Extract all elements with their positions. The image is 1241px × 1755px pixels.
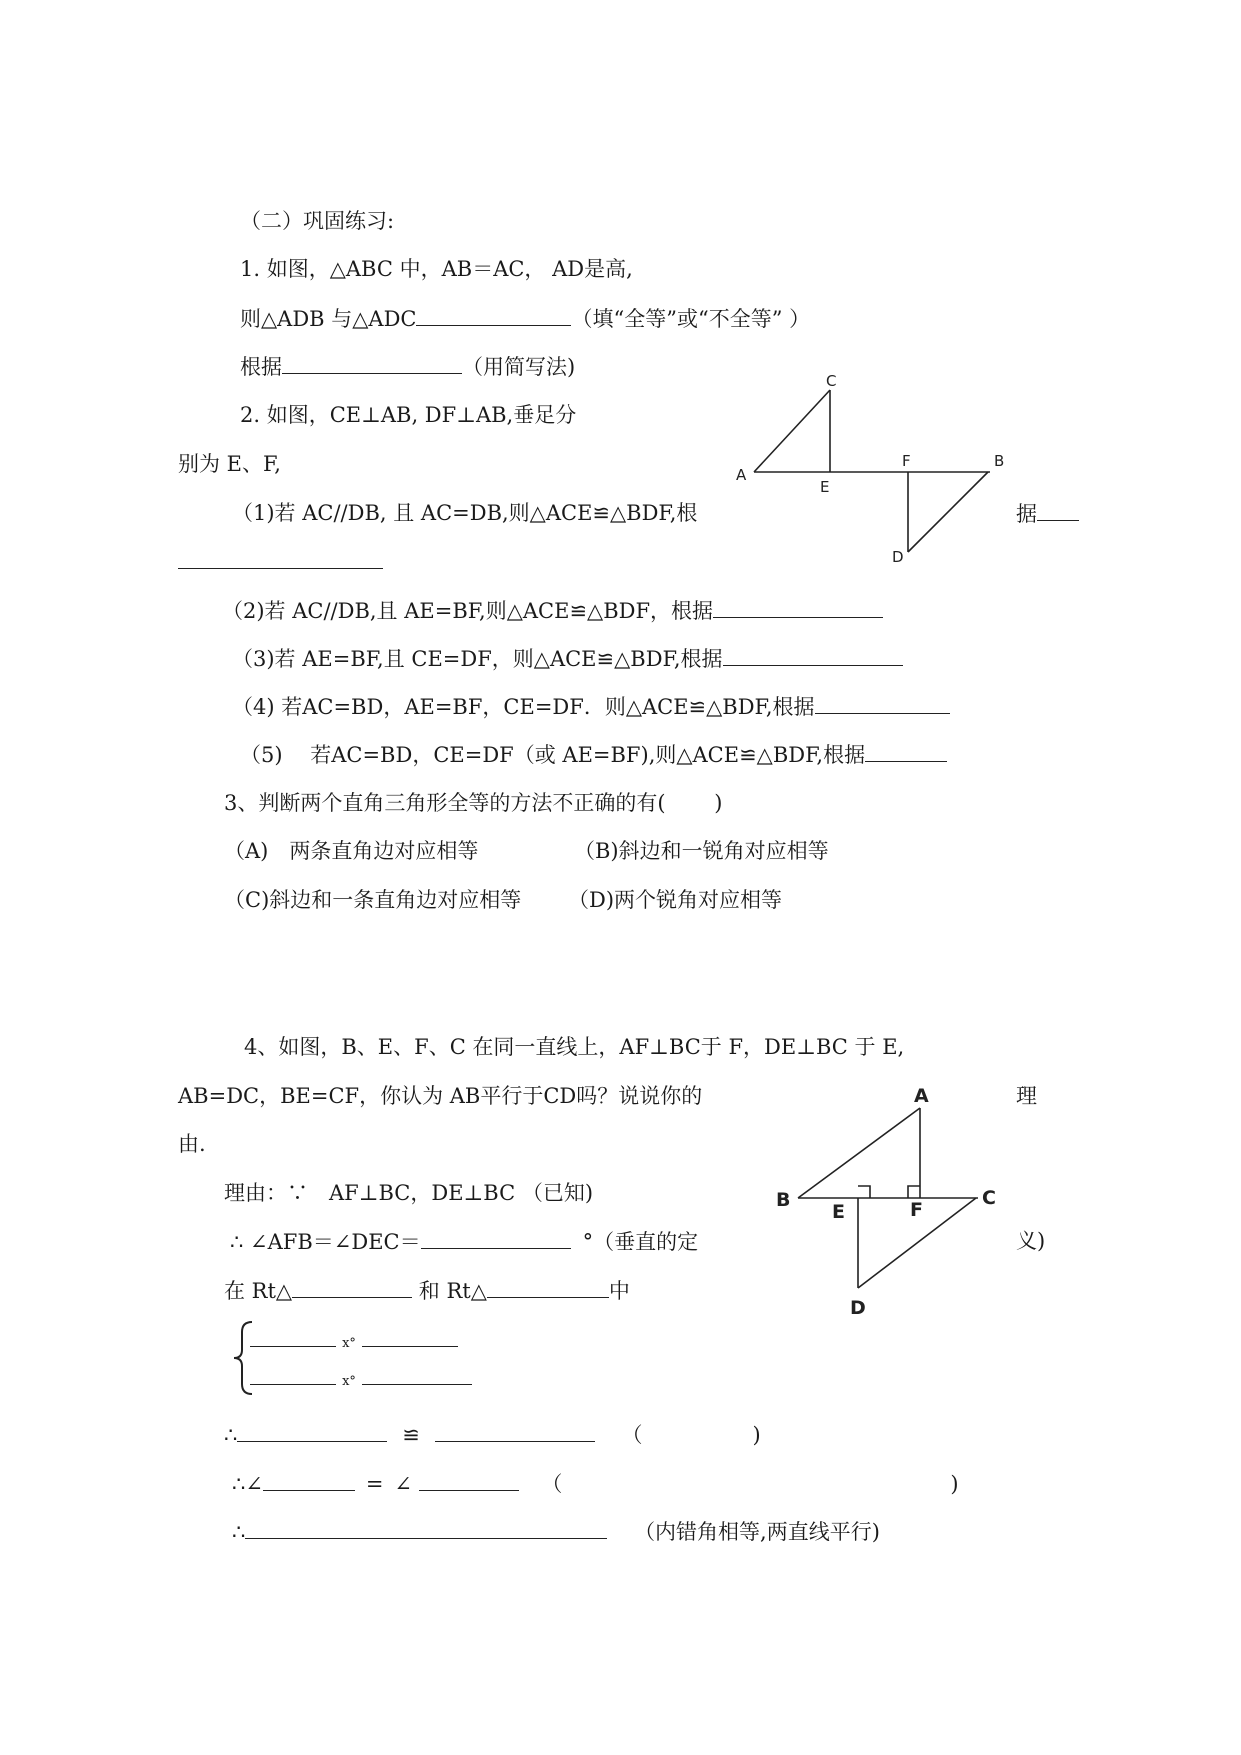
q2-label-d: D [892, 548, 904, 566]
q4-brace-blank-1b[interactable] [362, 1326, 458, 1347]
q2-part4-text: （4) 若AC=BD，AE=BF，CE=DF．则△ACE≌△BDF,根据 [232, 695, 815, 719]
q2-label-f: F [902, 452, 911, 470]
q2-part1-blank-b[interactable] [178, 548, 383, 569]
q1-line2-hint: （填“全等”或“不全等” ） [571, 307, 811, 331]
q4-line2-end: 理 [1016, 1084, 1037, 1108]
placeholder-mark-icon: ⅹ° [342, 1336, 356, 1351]
q4-step2-text-b: 和 Rt△ [418, 1279, 487, 1303]
q2-part1-end [1016, 500, 1079, 527]
q4-step4-paren-open: （ [541, 1472, 563, 1496]
q4-step1 [230, 1228, 698, 1255]
q3-option-b[interactable]: （B)斜边和一锐角对应相等 [574, 839, 829, 863]
q2-part3-text: （3)若 AE=BF,且 CE=DF，则△ACE≌△BDF,根据 [232, 647, 723, 671]
q4-step5 [232, 1518, 880, 1545]
q4-label-a: A [914, 1088, 929, 1107]
q4-step2-text-c: 中 [608, 1279, 630, 1303]
q4-right-angle-f [908, 1186, 920, 1198]
section-title: （二）巩固练习: [240, 209, 395, 233]
q3-stem: 3、判断两个直角三角形全等的方法不正确的有( ) [224, 791, 723, 815]
q2-line2: 别为 E、F, [178, 452, 281, 476]
q2-part2-blank[interactable] [713, 597, 883, 618]
therefore-symbol: ∴ [232, 1520, 246, 1544]
q4-step5-reason: （内错角相等,两直线平行) [634, 1520, 880, 1544]
q4-step4-blank-2[interactable] [419, 1470, 519, 1491]
q4-step4-paren-close: ) [950, 1472, 959, 1496]
q4-brace-row-2 [250, 1364, 472, 1395]
q1-line1: 1. 如图，△ABC 中，AB＝AC， AD是高, [240, 257, 633, 281]
q4-line2: AB=DC，BE=CF，你认为 AB平行于CD吗？说说你的 [178, 1084, 703, 1108]
q2-part1-line2 [178, 548, 383, 575]
q4-step3-paren-open: （ [621, 1423, 643, 1447]
q2-part1: （1)若 AC//DB, 且 AC=DB,则△ACE≌△BDF,根 [232, 501, 698, 525]
q2-part4 [232, 693, 950, 720]
q4-label-f: F [910, 1199, 923, 1221]
q2-part3-blank[interactable] [723, 645, 903, 666]
therefore-symbol: ∴ [232, 1472, 246, 1496]
q1-line2-text: 则△ADB 与△ADC [240, 307, 417, 331]
q4-step1-reason: °（垂直的定 [582, 1230, 699, 1254]
q4-step1-end: 义) [1016, 1229, 1046, 1253]
q4-label-e: E [832, 1201, 845, 1223]
angle-symbol: ∠ [394, 1472, 412, 1496]
q2-segment-db [908, 472, 988, 552]
q2-part5-text: （5) 若AC=BD，CE=DF（或 AE=BF),则△ACE≌△BDF,根据 [240, 743, 866, 767]
q4-step4-blank-1[interactable] [263, 1470, 355, 1491]
q2-segment-ac [754, 390, 830, 472]
angle-symbol: ∠ [245, 1472, 263, 1496]
q2-label-b: B [994, 452, 1005, 470]
q1-line3 [240, 353, 575, 380]
q4-step3-paren-close: ) [752, 1423, 761, 1447]
q3-option-d[interactable]: （D)两个锐角对应相等 [568, 888, 783, 912]
q4-step2-blank-2[interactable] [487, 1277, 609, 1298]
q4-step3 [224, 1421, 761, 1448]
q4-step5-blank[interactable] [245, 1518, 607, 1539]
q4-step3-blank-1[interactable] [237, 1421, 387, 1442]
q1-line2 [240, 305, 810, 332]
q2-part2 [222, 597, 883, 624]
q4-step1-text: ∴ ∠AFB＝∠DEC＝ [230, 1230, 421, 1254]
q2-part1-blank-a[interactable] [1037, 500, 1079, 521]
q2-label-a: A [736, 466, 747, 484]
q4-figure [770, 1088, 1010, 1328]
q4-brace-blank-1a[interactable] [250, 1326, 336, 1347]
q4-step1-blank[interactable] [421, 1228, 571, 1249]
q4-step2 [224, 1277, 630, 1304]
q4-step2-blank-1[interactable] [292, 1277, 412, 1298]
q4-brace-row-1 [250, 1326, 458, 1357]
q4-line1: 4、如图，B、E、F、C 在同一直线上，AF⊥BC于 F，DE⊥BC 于 E, [244, 1035, 905, 1059]
therefore-symbol: ∴ [224, 1423, 238, 1447]
q2-line1: 2. 如图，CE⊥AB, DF⊥AB,垂足分 [240, 403, 577, 427]
q2-label-e: E [820, 478, 830, 496]
q4-step4 [232, 1470, 959, 1497]
q1-line3-text: 根据 [240, 355, 282, 379]
q4-right-angle-e [858, 1186, 870, 1198]
q4-brace-blank-2b[interactable] [362, 1364, 472, 1385]
q1-blank-congruence[interactable] [416, 305, 571, 326]
q4-label-c: C [982, 1187, 996, 1209]
q2-figure [730, 372, 1010, 572]
q3-option-c[interactable]: （C)斜边和一条直角边对应相等 [224, 888, 522, 912]
q2-part4-blank[interactable] [815, 693, 950, 714]
q2-label-c: C [826, 372, 837, 390]
q2-part3 [232, 645, 903, 672]
q1-line3-hint: （用简写法) [462, 355, 576, 379]
placeholder-mark-icon: ⅹ° [342, 1374, 356, 1389]
q2-part2-text: （2)若 AC//DB,且 AE=BF,则△ACE≌△BDF，根据 [222, 599, 714, 623]
q4-brace-blank-2a[interactable] [250, 1364, 336, 1385]
congruent-symbol: ≌ [402, 1423, 420, 1447]
q2-part1-end-text: 据 [1016, 502, 1037, 526]
q4-label-d: D [850, 1297, 866, 1319]
equals-symbol: = [365, 1472, 384, 1496]
q2-part5-blank[interactable] [865, 741, 947, 762]
q4-reason: 理由：∵ AF⊥BC，DE⊥BC （已知) [224, 1181, 594, 1205]
q1-blank-reason[interactable] [282, 353, 462, 374]
q4-step3-blank-2[interactable] [435, 1421, 595, 1442]
q4-line3: 由. [178, 1132, 206, 1156]
q4-step2-text-a: 在 Rt△ [224, 1279, 293, 1303]
q2-part5 [240, 741, 947, 768]
q4-label-b: B [776, 1189, 791, 1211]
q4-segment-ba [798, 1108, 920, 1198]
q3-option-a[interactable]: （A) 两条直角边对应相等 [224, 839, 479, 863]
